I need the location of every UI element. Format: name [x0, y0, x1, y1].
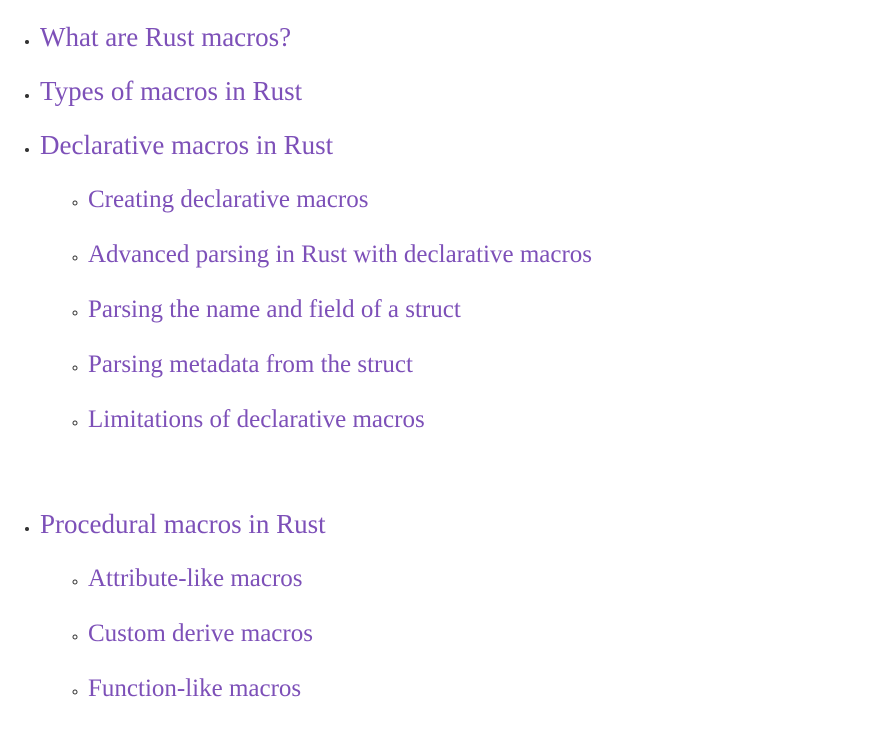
list-item — [40, 64, 880, 118]
toc-link-types-of-macros-in-rust[interactable]: Types of macros in Rust — [40, 76, 303, 106]
list-item — [88, 282, 880, 337]
list-item — [88, 661, 880, 716]
toc-link-limitations-of-declarative-macros[interactable]: Limitations of declarative macros — [88, 406, 425, 433]
toc-link-attribute-like-macros[interactable]: Attribute-like macros — [88, 565, 303, 592]
list-item — [88, 337, 880, 392]
toc-link-creating-declarative-macros[interactable]: Creating declarative macros — [88, 186, 369, 213]
list-item — [40, 118, 880, 447]
toc-link-procedural-macros-in-rust[interactable]: Procedural macros in Rust — [40, 509, 326, 539]
toc-sublist-declarative-macros — [40, 172, 880, 447]
toc-link-parsing-metadata-from-the-struct[interactable]: Parsing metadata from the struct — [88, 351, 413, 378]
toc-link-parsing-the-name-and-field-of-a-struct[interactable]: Parsing the name and field of a struct — [88, 296, 461, 323]
list-item — [40, 497, 880, 716]
list-item — [88, 227, 880, 282]
toc-list-level-1 — [0, 10, 880, 716]
toc-link-advanced-parsing-in-rust-with-declarative-macros[interactable]: Advanced parsing in Rust with declarative macros — [88, 241, 593, 268]
toc-link-what-are-rust-macros[interactable]: What are Rust macros? — [40, 22, 292, 52]
list-item — [88, 551, 880, 606]
toc-link-function-like-macros[interactable]: Function-like macros — [88, 675, 302, 702]
list-spacer — [40, 447, 880, 497]
list-item — [88, 606, 880, 661]
list-item — [88, 392, 880, 447]
list-item — [40, 10, 880, 64]
list-item — [88, 172, 880, 227]
toc-sublist-procedural-macros — [40, 551, 880, 716]
toc-link-declarative-macros-in-rust[interactable]: Declarative macros in Rust — [40, 130, 334, 160]
toc-link-custom-derive-macros[interactable]: Custom derive macros — [88, 620, 313, 647]
